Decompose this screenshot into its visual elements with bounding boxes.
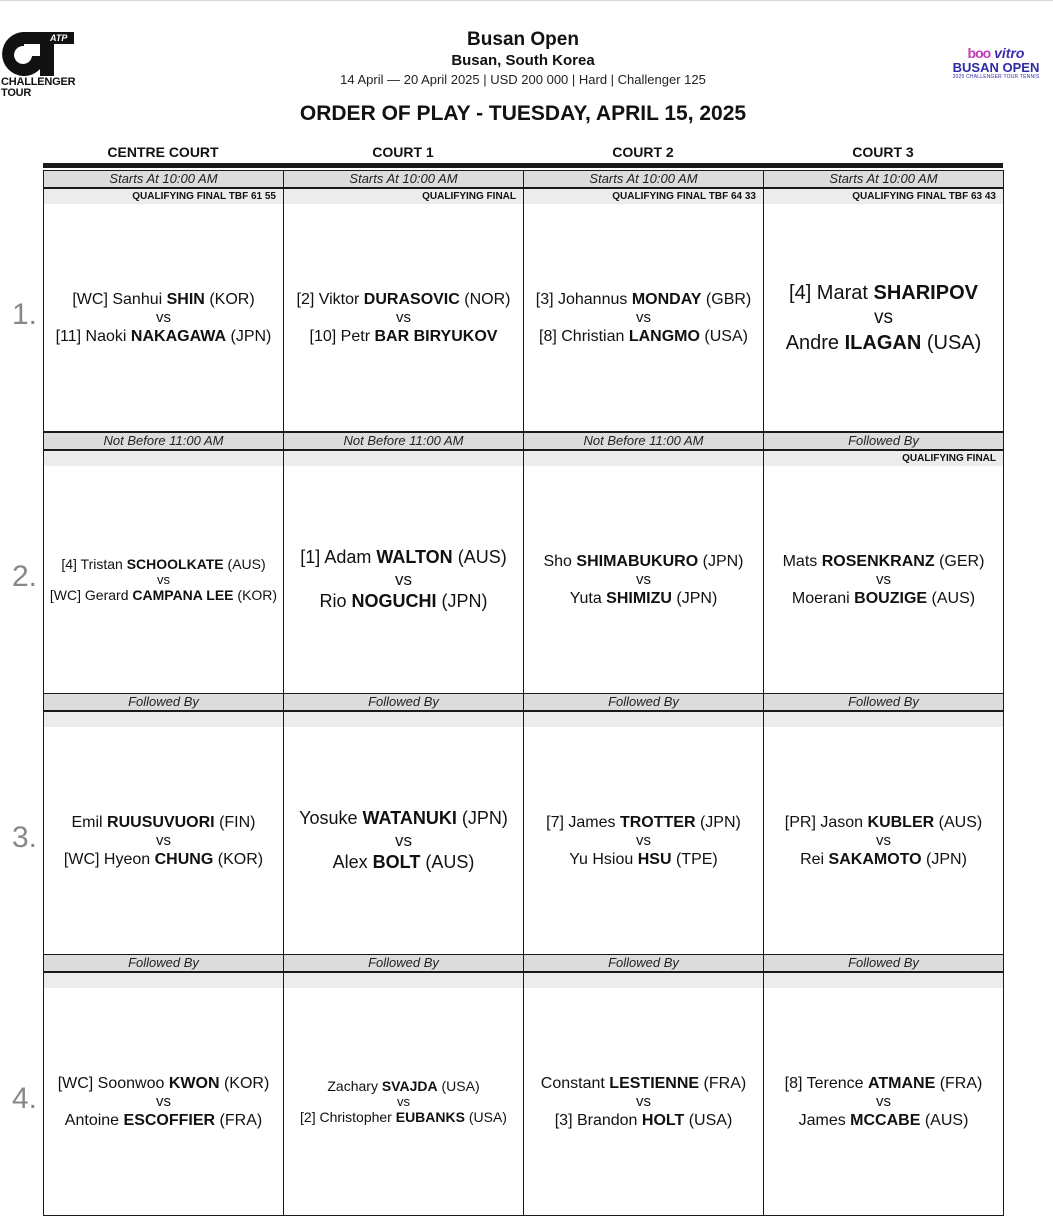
player-first-name: Zachary [327, 1078, 378, 1094]
player-two [539, 327, 748, 346]
player-first-name: Rio [319, 591, 347, 611]
start-time: Followed By [284, 694, 523, 712]
match-order-number: 4. [12, 1082, 38, 1115]
player-one [783, 552, 985, 571]
versus-label: vs [156, 1092, 171, 1110]
match-cell [43, 954, 284, 1216]
match-body [284, 204, 523, 431]
player-last-name: HSU [637, 850, 672, 868]
vitro-mark-icon: boo [967, 45, 991, 61]
versus-label: vs [156, 308, 171, 326]
player-first-name: [WC] Soonwoo [57, 1074, 165, 1092]
match-cell [523, 432, 764, 694]
player-last-name: BAR BIRYUKOV [374, 327, 498, 345]
player-nationality: (USA) [468, 1109, 507, 1125]
player-one [300, 546, 506, 569]
versus-label: vs [156, 831, 171, 849]
player-last-name: CAMPANA LEE [132, 587, 234, 603]
player-last-name: LESTIENNE [609, 1074, 700, 1092]
court-header-court-3: COURT 3 [852, 144, 914, 160]
player-first-name: Yosuke [299, 808, 358, 828]
player-nationality: (USA) [688, 1111, 733, 1129]
match-order-number: 1. [12, 298, 38, 331]
player-two [50, 587, 277, 603]
player-first-name: Mats [782, 552, 818, 570]
start-time: Not Before 11:00 AM [44, 433, 283, 451]
versus-label: vs [876, 1092, 891, 1110]
versus-label: vs [636, 570, 651, 588]
start-time: Starts At 10:00 AM [44, 171, 283, 189]
match-body [284, 988, 523, 1215]
player-nationality: (JPN) [702, 552, 744, 570]
match-body [284, 727, 523, 954]
player-two [300, 1109, 507, 1125]
round-label [44, 973, 283, 988]
match-cell [43, 432, 284, 694]
player-last-name: WALTON [376, 547, 453, 567]
player-nationality: (USA) [926, 331, 982, 354]
versus-label: vs [397, 1094, 410, 1109]
busan-open-logo-subtext: 2025 CHALLENGER TOUR TENNIS [952, 74, 1040, 80]
player-one [58, 1074, 270, 1093]
player-nationality: (KOR) [209, 290, 255, 308]
vitro-text: vitro [994, 45, 1025, 61]
match-cell [283, 170, 524, 432]
vitro-brand [946, 46, 1046, 60]
player-last-name: HOLT [641, 1111, 685, 1129]
player-one [541, 1074, 746, 1093]
court-header-court-2: COURT 2 [612, 144, 674, 160]
match-cell [523, 693, 764, 955]
player-last-name: TROTTER [619, 813, 696, 831]
round-label [44, 712, 283, 727]
player-nationality: (GBR) [705, 290, 752, 308]
player-last-name: BOUZIGE [854, 589, 928, 607]
header-divider [43, 163, 1003, 168]
round-label: QUALIFYING FINAL TBF 61 55 [44, 189, 283, 204]
player-one [785, 813, 982, 832]
round-label: QUALIFYING FINAL TBF 64 33 [524, 189, 763, 204]
round-label [284, 451, 523, 466]
player-nationality: (AUS) [457, 547, 507, 567]
player-first-name: [WC] Hyeon [63, 850, 151, 868]
match-body [764, 204, 1003, 431]
player-last-name: LANGMO [628, 327, 700, 345]
start-time: Followed By [764, 955, 1003, 973]
order-of-play-title: ORDER OF PLAY - TUESDAY, APRIL 15, 2025 [299, 102, 747, 125]
player-nationality: (AUS) [938, 813, 983, 831]
player-nationality: (JPN) [230, 327, 272, 345]
player-one [546, 813, 741, 832]
player-first-name: Emil [71, 813, 103, 831]
player-nationality: (AUS) [425, 852, 475, 872]
player-last-name: NAKAGAWA [130, 327, 227, 345]
match-cell [523, 170, 764, 432]
player-two [65, 1111, 262, 1130]
versus-label: vs [636, 831, 651, 849]
player-last-name: SHARIPOV [873, 281, 978, 304]
player-two [569, 850, 718, 869]
player-first-name: Sho [543, 552, 572, 570]
player-first-name: [4] Tristan [61, 556, 123, 572]
player-last-name: DURASOVIC [363, 290, 460, 308]
player-last-name: SCHOOLKATE [126, 556, 224, 572]
player-one [789, 280, 978, 306]
match-body [44, 204, 283, 431]
tournament-location: Busan, South Korea [451, 52, 595, 69]
player-last-name: ATMANE [867, 1074, 936, 1092]
match-body [764, 727, 1003, 954]
start-time: Followed By [764, 694, 1003, 712]
versus-label: vs [395, 570, 412, 589]
player-last-name: SAKAMOTO [828, 850, 922, 868]
court-header-court-1: COURT 1 [372, 144, 434, 160]
player-one [536, 290, 752, 309]
player-first-name: [WC] Gerard [49, 587, 129, 603]
player-two [570, 589, 718, 608]
match-cell [283, 432, 524, 694]
player-first-name: [2] Viktor [296, 290, 360, 308]
player-nationality: (FRA) [219, 1111, 263, 1129]
round-label [764, 712, 1003, 727]
player-nationality: (KOR) [223, 1074, 270, 1092]
match-body [764, 466, 1003, 693]
tournament-header [200, 29, 846, 89]
player-last-name: SHIN [166, 290, 205, 308]
player-one [785, 1074, 983, 1093]
player-one [543, 552, 743, 571]
busan-open-logo [946, 46, 1046, 80]
match-cell [763, 432, 1004, 694]
start-time: Starts At 10:00 AM [284, 171, 523, 189]
match-cell [43, 693, 284, 955]
busan-open-logo-text: BUSAN OPEN [952, 60, 1040, 75]
match-body [764, 988, 1003, 1215]
player-two [64, 850, 263, 869]
player-nationality: (AUS) [931, 589, 976, 607]
player-two [792, 589, 975, 608]
round-label [524, 451, 763, 466]
player-nationality: (NOR) [464, 290, 511, 308]
start-time: Starts At 10:00 AM [764, 171, 1003, 189]
player-nationality: (FRA) [703, 1074, 747, 1092]
start-time: Followed By [524, 694, 763, 712]
player-one [299, 807, 508, 830]
versus-label: vs [874, 306, 893, 328]
start-time: Starts At 10:00 AM [524, 171, 763, 189]
versus-label: vs [636, 1092, 651, 1110]
player-two [799, 1111, 969, 1130]
player-first-name: [PR] Jason [784, 813, 864, 831]
top-border [0, 0, 1053, 1]
player-last-name: SHIMIZU [606, 589, 672, 607]
player-nationality: (JPN) [461, 808, 508, 828]
atp-logo-mark: ATP [50, 33, 68, 43]
player-first-name: [8] Christian [539, 327, 625, 345]
player-two [56, 327, 272, 346]
player-two [786, 330, 982, 356]
player-last-name: ESCOFFIER [123, 1111, 216, 1129]
match-body [44, 727, 283, 954]
player-last-name: MONDAY [631, 290, 702, 308]
versus-label: vs [395, 831, 412, 850]
player-last-name: RUUSUVUORI [107, 813, 215, 831]
match-body [44, 988, 283, 1215]
player-last-name: ILAGAN [844, 331, 922, 354]
player-first-name: Moerani [791, 589, 850, 607]
player-last-name: ROSENKRANZ [821, 552, 935, 570]
player-two [319, 590, 487, 613]
player-first-name: [11] Naoki [55, 327, 127, 345]
round-label [524, 712, 763, 727]
start-time: Followed By [764, 433, 1003, 451]
player-last-name: EUBANKS [395, 1109, 465, 1125]
match-cell [763, 954, 1004, 1216]
match-cell [523, 954, 764, 1216]
tournament-info: 14 April — 20 April 2025 | USD 200 000 | Hard | Challenger 125 [340, 72, 706, 87]
match-cell [283, 693, 524, 955]
player-first-name: Antoine [64, 1111, 120, 1129]
start-time: Followed By [44, 694, 283, 712]
player-first-name: Alex [332, 852, 368, 872]
match-body [284, 466, 523, 693]
player-nationality: (AUS) [924, 1111, 969, 1129]
player-nationality: (FIN) [219, 813, 256, 831]
start-time: Not Before 11:00 AM [524, 433, 763, 451]
player-last-name: SVAJDA [381, 1078, 438, 1094]
match-order-number: 3. [12, 821, 38, 854]
player-first-name: [3] Brandon [554, 1111, 638, 1129]
player-nationality: (JPN) [699, 813, 741, 831]
match-body [524, 204, 763, 431]
player-two [800, 850, 967, 869]
match-body [524, 466, 763, 693]
player-first-name: [2] Christopher [300, 1109, 392, 1125]
player-one [61, 556, 265, 572]
player-last-name: SHIMABUKURO [576, 552, 699, 570]
player-last-name: BOLT [372, 852, 421, 872]
start-time: Followed By [524, 955, 763, 973]
match-cell [43, 170, 284, 432]
player-first-name: Constant [540, 1074, 605, 1092]
round-label [764, 973, 1003, 988]
player-nationality: (AUS) [227, 556, 266, 572]
player-nationality: (JPN) [441, 591, 488, 611]
player-nationality: (KOR) [237, 587, 278, 603]
versus-label: vs [636, 308, 651, 326]
round-label: QUALIFYING FINAL TBF 63 43 [764, 189, 1003, 204]
player-one [297, 290, 511, 309]
player-last-name: NOGUCHI [351, 591, 437, 611]
player-first-name: Yuta [569, 589, 602, 607]
court-header-centre: CENTRE COURT [107, 144, 219, 160]
round-label [284, 712, 523, 727]
player-one [71, 813, 255, 832]
round-label [524, 973, 763, 988]
player-first-name: James [798, 1111, 846, 1129]
match-cell [763, 693, 1004, 955]
match-cell [283, 954, 524, 1216]
round-label [44, 451, 283, 466]
match-body [524, 727, 763, 954]
player-last-name: CHUNG [154, 850, 214, 868]
player-first-name: [3] Johannus [535, 290, 628, 308]
player-first-name: [7] James [546, 813, 616, 831]
start-time: Not Before 11:00 AM [284, 433, 523, 451]
player-one [72, 290, 254, 309]
start-time: Followed By [284, 955, 523, 973]
player-nationality: (JPN) [926, 850, 967, 868]
player-nationality: (TPE) [675, 850, 718, 868]
match-body [524, 988, 763, 1215]
player-last-name: KUBLER [867, 813, 935, 831]
player-nationality: (USA) [441, 1078, 480, 1094]
tour-text: TOUR [1, 87, 32, 99]
player-first-name: [8] Terence [784, 1074, 864, 1092]
challenger-tour-text [1, 77, 75, 99]
tournament-title: Busan Open [467, 29, 579, 50]
versus-label: vs [876, 570, 891, 588]
player-first-name: [4] Marat [789, 281, 868, 304]
match-cell [763, 170, 1004, 432]
player-two [310, 327, 498, 346]
start-time: Followed By [44, 955, 283, 973]
versus-label: vs [876, 831, 891, 849]
challenger-text: CHALLENGER [1, 76, 76, 88]
player-nationality: (GER) [939, 552, 985, 570]
player-two [555, 1111, 733, 1130]
player-first-name: [1] Adam [300, 547, 372, 567]
round-label: QUALIFYING FINAL [764, 451, 1003, 466]
player-nationality: (USA) [704, 327, 748, 345]
player-first-name: [10] Petr [309, 327, 371, 345]
player-one [327, 1078, 479, 1094]
versus-label: vs [396, 308, 411, 326]
atp-logo-icon [2, 30, 78, 78]
player-first-name: Andre [785, 331, 840, 354]
versus-label: vs [157, 572, 170, 587]
round-label [284, 973, 523, 988]
player-last-name: WATANUKI [362, 808, 457, 828]
player-nationality: (FRA) [939, 1074, 983, 1092]
player-first-name: Rei [800, 850, 825, 868]
match-order-number: 2. [12, 560, 38, 593]
player-last-name: KWON [168, 1074, 220, 1092]
match-body [44, 466, 283, 693]
player-nationality: (KOR) [217, 850, 264, 868]
player-first-name: [WC] Sanhui [72, 290, 163, 308]
player-first-name: Yu Hsiou [569, 850, 634, 868]
player-two [333, 851, 475, 874]
player-nationality: (JPN) [676, 589, 718, 607]
player-last-name: MCCABE [850, 1111, 921, 1129]
round-label: QUALIFYING FINAL [284, 189, 523, 204]
